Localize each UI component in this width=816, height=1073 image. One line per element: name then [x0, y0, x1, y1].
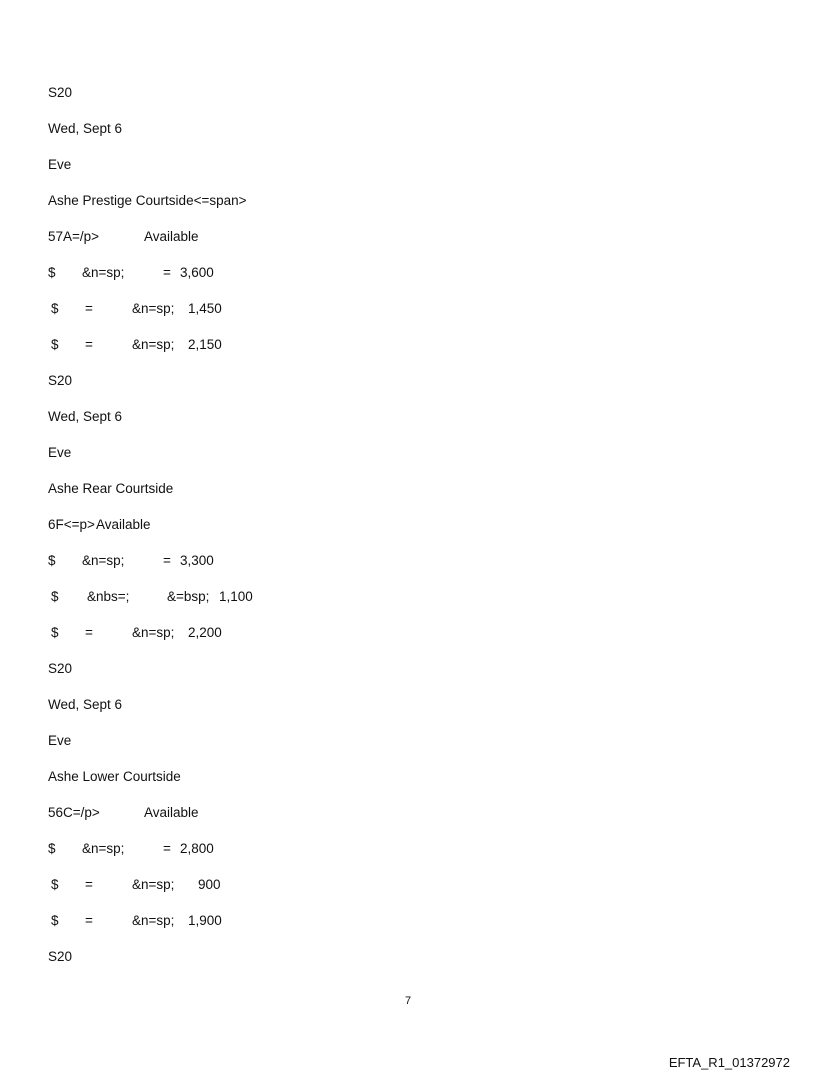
session-label: Eve	[48, 157, 72, 172]
location-label: Ashe Lower Courtside	[48, 769, 181, 784]
page-number: 7	[404, 995, 412, 1007]
price-amount: 2,800	[180, 841, 214, 856]
price-amount: 1,100	[219, 589, 253, 604]
seat-label: 6F<=p>	[48, 517, 95, 532]
date-label: Wed, Sept 6	[48, 697, 123, 712]
price-amount: 2,150	[188, 337, 222, 352]
price-cell: &n=sp;	[132, 337, 175, 352]
currency-symbol: $	[51, 877, 59, 892]
currency-symbol: $	[51, 337, 59, 352]
currency-symbol: $	[48, 265, 56, 280]
price-cell: &n=sp;	[132, 301, 175, 316]
price-row	[48, 298, 748, 334]
status-label: Available	[144, 229, 199, 244]
location-line	[48, 766, 748, 802]
date-line	[48, 694, 748, 730]
currency-symbol: $	[51, 913, 59, 928]
session-label: Eve	[48, 733, 72, 748]
price-row	[48, 334, 748, 370]
price-cell: =	[85, 877, 93, 892]
price-cell: =	[85, 301, 93, 316]
price-row	[48, 262, 748, 298]
price-amount: 3,300	[180, 553, 214, 568]
price-row	[48, 586, 748, 622]
seat-line	[48, 514, 748, 550]
price-cell: &n=sp;	[82, 841, 125, 856]
price-row	[48, 838, 748, 874]
price-row	[48, 622, 748, 658]
price-cell: =	[163, 841, 171, 856]
section-line	[48, 946, 748, 982]
section-line	[48, 370, 748, 406]
section-line	[48, 658, 748, 694]
session-label: Eve	[48, 445, 72, 460]
price-cell: &nbs=;	[87, 589, 130, 604]
price-cell: &=bsp;	[167, 589, 210, 604]
seat-line	[48, 226, 748, 262]
section-label: S20	[48, 661, 73, 676]
currency-symbol: $	[51, 589, 59, 604]
location-line	[48, 190, 748, 226]
session-line	[48, 154, 748, 190]
date-label: Wed, Sept 6	[48, 409, 123, 424]
session-line	[48, 442, 748, 478]
section-label: S20	[48, 373, 73, 388]
location-label: Ashe Prestige Courtside<=span>	[48, 193, 247, 208]
date-label: Wed, Sept 6	[48, 121, 123, 136]
price-cell: &n=sp;	[82, 265, 125, 280]
price-cell: &n=sp;	[82, 553, 125, 568]
price-cell: =	[85, 337, 93, 352]
location-line	[48, 478, 748, 514]
date-line	[48, 118, 748, 154]
session-line	[48, 730, 748, 766]
document-body	[48, 82, 748, 982]
price-cell: =	[85, 913, 93, 928]
date-line	[48, 406, 748, 442]
currency-symbol: $	[51, 301, 59, 316]
price-cell: &n=sp;	[132, 625, 175, 640]
section-label: S20	[48, 949, 73, 964]
section-label: S20	[48, 85, 73, 100]
price-amount: 1,900	[188, 913, 222, 928]
price-row	[48, 874, 748, 910]
document-id: EFTA_R1_01372972	[668, 1055, 790, 1070]
status-label: Available	[96, 517, 151, 532]
price-cell: =	[163, 265, 171, 280]
currency-symbol: $	[51, 625, 59, 640]
price-cell: &n=sp;	[132, 913, 175, 928]
price-amount: 900	[198, 877, 221, 892]
price-amount: 1,450	[188, 301, 222, 316]
section-line	[48, 82, 748, 118]
price-cell: =	[85, 625, 93, 640]
seat-label: 56C=/p>	[48, 805, 100, 820]
seat-line	[48, 802, 748, 838]
status-label: Available	[144, 805, 199, 820]
currency-symbol: $	[48, 553, 56, 568]
currency-symbol: $	[48, 841, 56, 856]
location-label: Ashe Rear Courtside	[48, 481, 174, 496]
seat-label: 57A=/p>	[48, 229, 100, 244]
price-cell: =	[163, 553, 171, 568]
price-row	[48, 550, 748, 586]
price-amount: 2,200	[188, 625, 222, 640]
price-cell: &n=sp;	[132, 877, 175, 892]
price-row	[48, 910, 748, 946]
price-amount: 3,600	[180, 265, 214, 280]
